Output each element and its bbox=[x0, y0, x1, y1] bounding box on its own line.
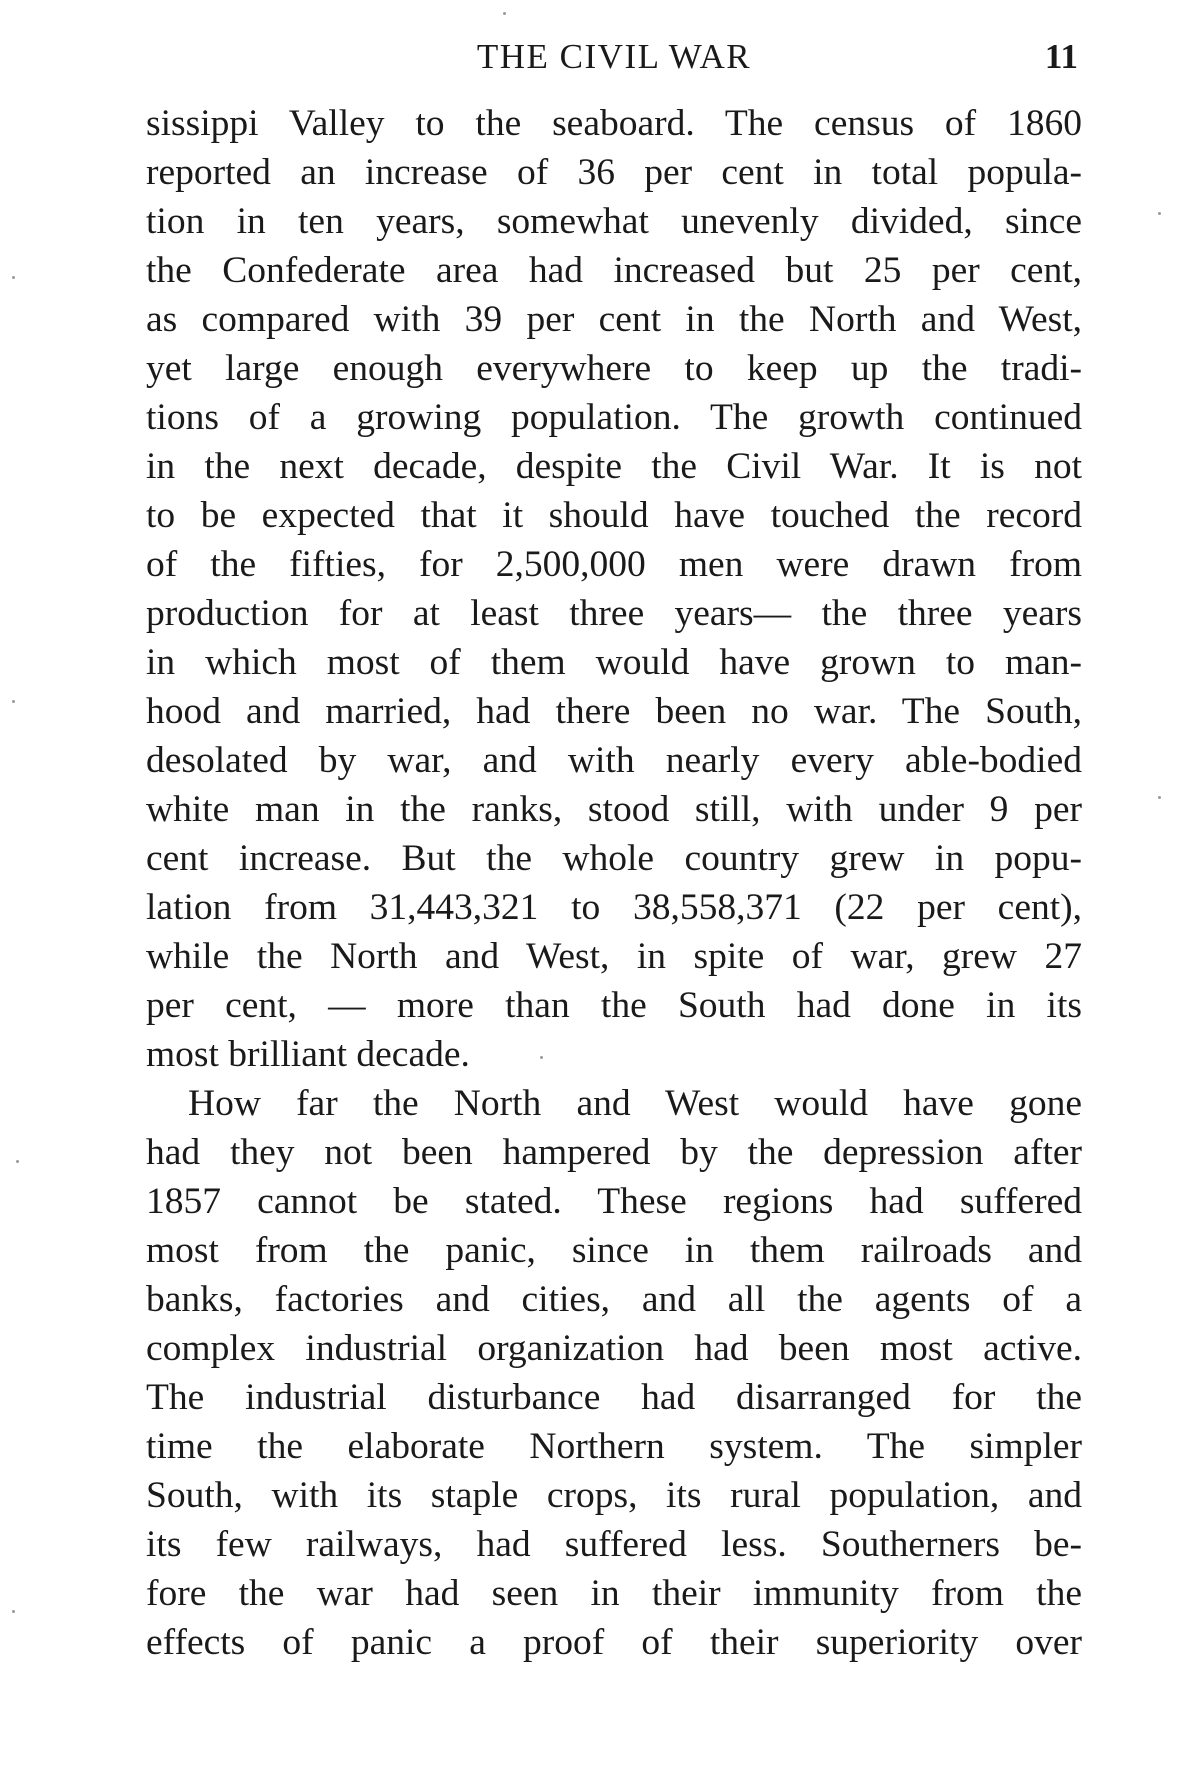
paragraph-1 bbox=[146, 99, 1082, 1079]
text-line: yet large enough everywhere to keep up the tradi- bbox=[146, 348, 1082, 389]
scan-speck bbox=[1158, 212, 1161, 215]
paragraph-2 bbox=[146, 1079, 1082, 1667]
text-line: as compared with 39 per cent in the North and West, bbox=[146, 299, 1082, 340]
running-head: THE CIVIL WAR bbox=[476, 37, 752, 76]
text-line: the Confederate area had increased but 25 per cent, bbox=[146, 250, 1082, 291]
text-line: of the fifties, for 2,500,000 men were drawn from bbox=[146, 544, 1082, 585]
body-text bbox=[146, 99, 1082, 1667]
page-number: 11 bbox=[1044, 37, 1078, 76]
scan-speck bbox=[503, 12, 506, 15]
text-line: South, with its staple crops, its rural population, and bbox=[146, 1475, 1082, 1516]
text-line: desolated by war, and with nearly every able-bodied bbox=[146, 740, 1082, 781]
text-line: lation from 31,443,321 to 38,558,371 (22 per cent), bbox=[146, 887, 1082, 928]
text-line: in which most of them would have grown to man- bbox=[146, 642, 1082, 683]
scan-speck bbox=[1158, 796, 1161, 799]
text-line: hood and married, had there been no war. The South, bbox=[146, 691, 1082, 732]
text-line: The industrial disturbance had disarranged for the bbox=[146, 1377, 1082, 1418]
text-line: time the elaborate Northern system. The simpler bbox=[146, 1426, 1082, 1467]
text-line: per cent, — more than the South had done in its bbox=[146, 985, 1082, 1026]
text-line: tion in ten years, somewhat unevenly divided, since bbox=[146, 201, 1082, 242]
scan-speck bbox=[540, 1056, 543, 1059]
text-line: banks, factories and cities, and all the agents of a bbox=[146, 1279, 1082, 1320]
text-line: How far the North and West would have gone bbox=[188, 1083, 1082, 1124]
text-line: in the next decade, despite the Civil War. It is not bbox=[146, 446, 1082, 487]
text-line: while the North and West, in spite of war, grew 27 bbox=[146, 936, 1082, 977]
text-line: production for at least three years— the three years bbox=[146, 593, 1082, 634]
scan-speck bbox=[12, 700, 15, 703]
scan-speck bbox=[12, 1610, 15, 1613]
text-line: to be expected that it should have touched the record bbox=[146, 495, 1082, 536]
text-line: effects of panic a proof of their superiority over bbox=[146, 1622, 1082, 1663]
text-line: complex industrial organization had been most active. bbox=[146, 1328, 1082, 1369]
text-line: most brilliant decade. bbox=[146, 1034, 470, 1075]
text-line: cent increase. But the whole country grew in popu- bbox=[146, 838, 1082, 879]
text-line: white man in the ranks, stood still, with under 9 per bbox=[146, 789, 1082, 830]
text-line: had they not been hampered by the depression after bbox=[146, 1132, 1082, 1173]
text-line: reported an increase of 36 per cent in total popula- bbox=[146, 152, 1082, 193]
text-line: most from the panic, since in them railroads and bbox=[146, 1230, 1082, 1271]
scan-speck bbox=[16, 1160, 19, 1163]
text-line: sissippi Valley to the seaboard. The census of 1860 bbox=[146, 103, 1082, 144]
text-line: fore the war had seen in their immunity from the bbox=[146, 1573, 1082, 1614]
page-header bbox=[146, 32, 1082, 82]
text-line: tions of a growing population. The growth continued bbox=[146, 397, 1082, 438]
scan-speck bbox=[12, 276, 15, 279]
text-line: its few railways, had suffered less. Southerners be- bbox=[146, 1524, 1082, 1565]
text-line: 1857 cannot be stated. These regions had suffered bbox=[146, 1181, 1082, 1222]
